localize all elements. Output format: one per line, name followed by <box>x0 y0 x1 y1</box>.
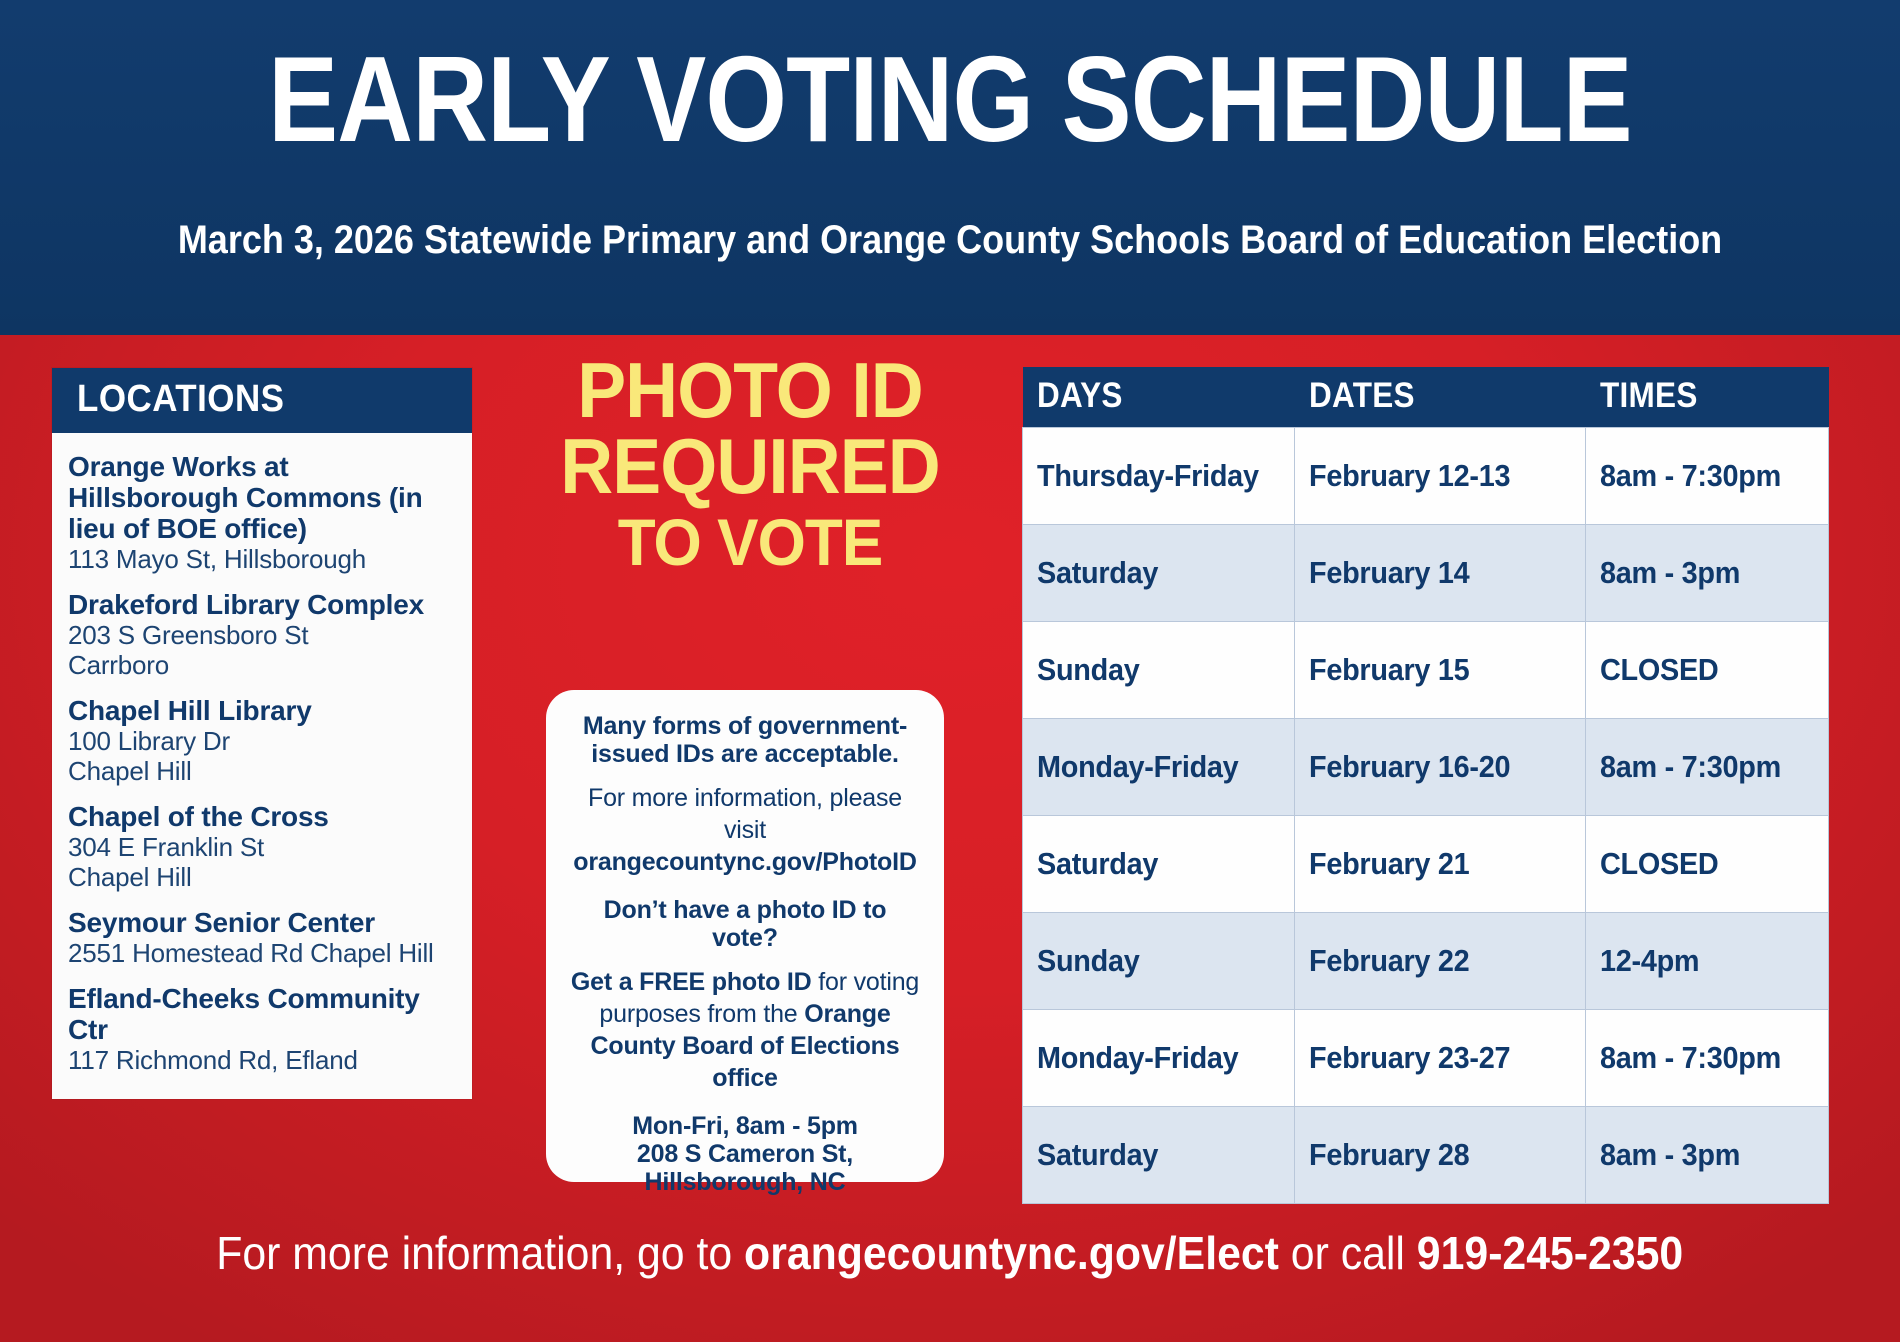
footer-middle: or call <box>1279 1227 1418 1279</box>
location-name: Efland-Cheeks Community Ctr <box>68 983 420 1045</box>
boe-address-line2: Hillsborough, NC <box>644 1168 846 1196</box>
table-row <box>1023 525 1829 622</box>
cell-dates <box>1295 816 1586 913</box>
photo-id-website[interactable]: orangecountync.gov/PhotoID <box>573 848 917 876</box>
photo-id-boe-office: Orange County Board of Elections office <box>590 1000 900 1092</box>
cell-times-text: 8am - 7:30pm <box>1600 749 1781 784</box>
photo-id-accepted-text: Many forms of government-issued IDs are acceptable. <box>582 712 908 768</box>
cell-dates <box>1295 1107 1586 1204</box>
list-item <box>68 983 456 1075</box>
cell-dates-text: February 21 <box>1309 846 1470 881</box>
cell-days-text: Saturday <box>1037 1137 1159 1172</box>
table-row <box>1023 913 1829 1010</box>
cell-days-text: Thursday-Friday <box>1037 458 1259 493</box>
table-row <box>1023 1010 1829 1107</box>
column-header-dates-text: DATES <box>1308 376 1415 415</box>
table-row <box>1023 1107 1829 1204</box>
photo-id-more-info <box>568 784 922 880</box>
photo-id-headline-line2: REQUIRED <box>560 422 940 510</box>
table-header-row <box>1023 367 1829 428</box>
cell-days <box>1023 525 1295 622</box>
cell-days-text: Monday-Friday <box>1037 749 1239 784</box>
cell-days <box>1023 913 1295 1010</box>
cell-dates <box>1295 428 1586 525</box>
page-title: EARLY VOTING SCHEDULE <box>268 31 1632 167</box>
cell-dates-text: February 23-27 <box>1309 1040 1511 1075</box>
cell-dates-text: February 28 <box>1309 1137 1470 1172</box>
list-item <box>68 801 456 892</box>
early-voting-schedule-table <box>1022 367 1829 1204</box>
cell-days <box>1023 622 1295 719</box>
cell-times <box>1586 622 1829 719</box>
cell-times <box>1586 1010 1829 1107</box>
table-row <box>1023 719 1829 816</box>
cell-dates <box>1295 1010 1586 1107</box>
cell-days <box>1023 719 1295 816</box>
cell-times-text: CLOSED <box>1600 846 1719 881</box>
location-name: Seymour Senior Center <box>68 907 375 938</box>
cell-times-text: CLOSED <box>1600 652 1719 687</box>
cell-dates <box>1295 525 1586 622</box>
cell-dates <box>1295 913 1586 1010</box>
photo-id-question: Don’t have a photo ID to vote? <box>603 896 887 952</box>
list-item <box>68 589 456 680</box>
cell-times <box>1586 428 1829 525</box>
location-address: 100 Library Dr Chapel Hill <box>68 726 230 786</box>
page-subtitle: March 3, 2026 Statewide Primary and Orange County Schools Board of Education Election <box>177 218 1723 262</box>
table-row <box>1023 816 1829 913</box>
cell-days-text: Sunday <box>1037 943 1140 978</box>
cell-days-text: Saturday <box>1037 555 1159 590</box>
locations-heading <box>52 368 472 433</box>
cell-days <box>1023 1107 1295 1204</box>
cell-times <box>1586 525 1829 622</box>
locations-list <box>52 433 472 1099</box>
location-address: 2551 Homestead Rd Chapel Hill <box>68 938 434 968</box>
locations-heading-text: LOCATIONS <box>77 378 285 420</box>
column-header-days-text: DAYS <box>1036 376 1123 415</box>
photo-id-headline <box>553 346 948 580</box>
cell-days <box>1023 1010 1295 1107</box>
cell-times <box>1586 913 1829 1010</box>
photo-id-headline-line3: TO VOTE <box>617 505 883 579</box>
location-name: Drakeford Library Complex <box>68 589 424 620</box>
boe-hours: Mon-Fri, 8am - 5pm <box>632 1112 858 1140</box>
cell-dates-text: February 12-13 <box>1309 458 1511 493</box>
cell-dates <box>1295 622 1586 719</box>
footer-prefix: For more information, go to <box>216 1227 745 1279</box>
cell-days <box>1023 816 1295 913</box>
cell-times <box>1586 1107 1829 1204</box>
location-name: Orange Works at Hillsborough Commons (in lieu of BOE office) <box>68 451 423 544</box>
cell-times-text: 8am - 7:30pm <box>1600 1040 1781 1075</box>
cell-days-text: Sunday <box>1037 652 1140 687</box>
footer-website[interactable]: orangecountync.gov/Elect <box>744 1227 1280 1279</box>
cell-times <box>1586 816 1829 913</box>
list-item <box>68 451 456 574</box>
list-item <box>68 907 456 968</box>
cell-times-text: 8am - 7:30pm <box>1600 458 1781 493</box>
column-header-times-text: TIMES <box>1599 376 1698 415</box>
poster-footer <box>0 1228 1900 1278</box>
cell-dates-text: February 16-20 <box>1309 749 1511 784</box>
location-address: 304 E Franklin St Chapel Hill <box>68 832 265 892</box>
cell-times-text: 12-4pm <box>1600 943 1700 978</box>
table-row <box>1023 428 1829 525</box>
cell-times-text: 8am - 3pm <box>1600 1137 1741 1172</box>
footer-inner <box>216 1228 1683 1278</box>
footer-phone[interactable]: 919-245-2350 <box>1417 1227 1684 1279</box>
list-item <box>68 695 456 786</box>
cell-dates-text: February 15 <box>1309 652 1470 687</box>
cell-dates-text: February 14 <box>1309 555 1470 590</box>
location-name: Chapel of the Cross <box>68 801 329 832</box>
photo-id-headline-line1: PHOTO ID <box>577 346 923 434</box>
photo-id-info-card <box>546 690 944 1196</box>
cell-days <box>1023 428 1295 525</box>
location-address: 113 Mayo St, Hillsborough <box>68 544 367 574</box>
column-header-days <box>1023 367 1295 428</box>
poster-header <box>0 0 1900 335</box>
cell-dates <box>1295 719 1586 816</box>
column-header-dates <box>1295 367 1586 428</box>
photo-id-free-emphasis: Get a FREE photo ID <box>570 968 812 996</box>
locations-panel <box>52 368 472 1099</box>
cell-dates-text: February 22 <box>1309 943 1470 978</box>
photo-id-free-normal: for voting purposes from the <box>599 968 920 1028</box>
table-row <box>1023 622 1829 719</box>
cell-times <box>1586 719 1829 816</box>
boe-address-line1: 208 S Cameron St, <box>636 1140 854 1168</box>
location-name: Chapel Hill Library <box>68 695 312 726</box>
cell-days-text: Monday-Friday <box>1037 1040 1239 1075</box>
location-address: 117 Richmond Rd, Efland <box>68 1045 358 1075</box>
cell-times-text: 8am - 3pm <box>1600 555 1741 590</box>
location-address: 203 S Greensboro St Carrboro <box>68 620 309 680</box>
photo-id-more-info-prefix: For more information, please visit <box>588 784 902 844</box>
photo-id-free-id-text <box>568 968 922 1096</box>
column-header-times <box>1586 367 1829 428</box>
cell-days-text: Saturday <box>1037 846 1159 881</box>
